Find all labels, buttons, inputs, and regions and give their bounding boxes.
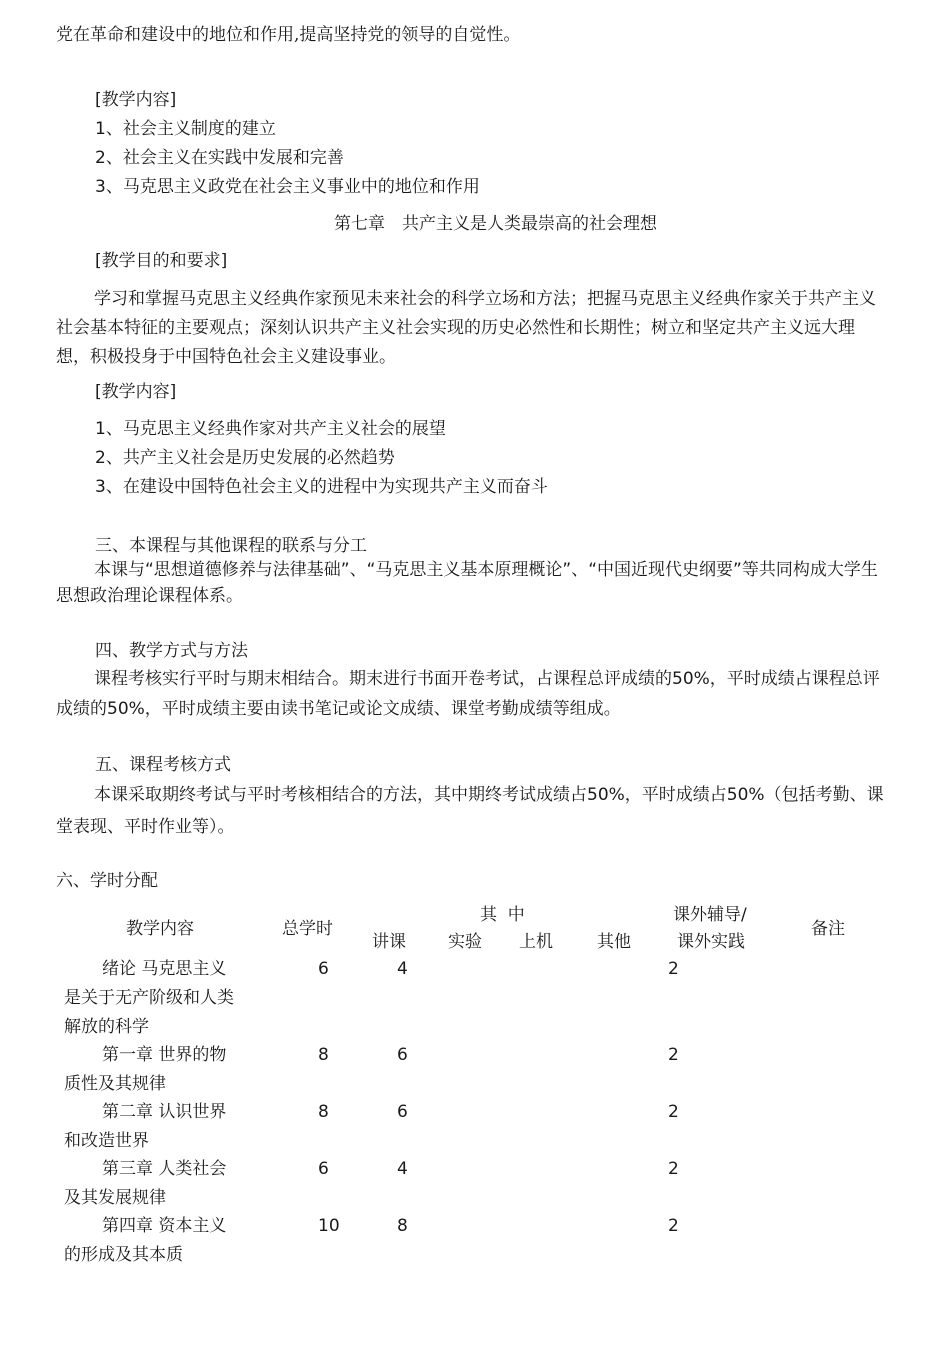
row-extra: 2	[668, 1216, 679, 1236]
section-text-body: “思想道德修养与法律基础”、“马克思主义基本原理概论”、“中国近现代史纲要”等共同构成大学生思想政治理论课程体系。	[56, 560, 878, 606]
continued-paragraph	[56, 24, 520, 46]
row-content-line: 的形成及其本质	[64, 1245, 183, 1265]
row-lecture: 8	[397, 1216, 408, 1236]
col-header-total: 总学时	[282, 919, 333, 939]
row-total: 8	[318, 1045, 329, 1065]
table-row	[64, 1041, 264, 1099]
chapter-title: 第七章 共产主义是人类最崇高的社会理想	[334, 214, 657, 234]
section-text	[56, 664, 888, 724]
row-content-line: 和改造世界	[64, 1131, 149, 1151]
row-lecture: 4	[397, 959, 408, 979]
row-total: 10	[318, 1216, 340, 1236]
section-text-body: 50%，平时成绩占课程总评成绩的50%，平时成绩主要由读书笔记或论文成绩、课堂考勤成绩等组成。	[56, 669, 880, 719]
col-header-remark: 备注	[811, 919, 845, 939]
content-item: 3、在建设中国特色社会主义的进程中为实现共产主义而奋斗	[95, 477, 548, 497]
row-lecture: 6	[397, 1045, 408, 1065]
section-heading: 六、学时分配	[56, 871, 158, 891]
teaching-content-heading: [教学内容]	[95, 90, 177, 110]
section-text	[56, 557, 888, 609]
table-row	[64, 1212, 264, 1270]
teaching-goals-text: 学习和掌握马克思主义经典作家预见未来社会的科学立场和方法；把握马克思主义经典作家关于共产主义社会基本特征的主要观点；深刻认识共产主义社会实现的历史必然性和长期性；树立和坚定共产主义远大理想，积极投身于中国特色社会主义建设事业。	[56, 289, 876, 367]
col-header-extra-2: 课外实践	[677, 932, 745, 952]
continued-text-part2: 提高坚持党的领导的自觉性。	[299, 25, 521, 45]
section-text-mid: 50%，平时成绩占50%	[587, 785, 765, 805]
row-content-line: 第一章 世界的物	[102, 1045, 227, 1065]
section-text-tail: （包括考勤、课堂表现、平时作业等）。	[56, 785, 884, 837]
content-item: 1、马克思主义经典作家对共产主义社会的展望	[95, 419, 446, 439]
row-total: 8	[318, 1102, 329, 1122]
col-header-extra: 课外辅导/	[673, 905, 747, 925]
row-content-line: 绪论 马克思主义	[102, 959, 227, 979]
teaching-content-heading: [教学内容]	[95, 382, 177, 402]
section-text-lead: 课程考核实行平时与期末相结合。期末进行书面开卷考试，占课程总评成绩的	[94, 669, 672, 689]
section-heading: 五、课程考核方式	[95, 755, 231, 775]
row-content-line: 第二章 认识世界	[102, 1102, 227, 1122]
row-extra: 2	[668, 1102, 679, 1122]
col-header-content: 教学内容	[126, 919, 194, 939]
table-row	[64, 1098, 264, 1156]
col-header-lecture: 讲课	[372, 932, 406, 952]
row-lecture: 6	[397, 1102, 408, 1122]
section-text	[56, 779, 888, 843]
row-extra: 2	[668, 959, 679, 979]
teaching-goals-heading: [教学目的和要求]	[95, 251, 228, 271]
row-content-line: 及其发展规律	[64, 1188, 166, 1208]
row-total: 6	[318, 1159, 329, 1179]
col-header-experiment: 实验	[448, 932, 482, 952]
content-item: 2、社会主义在实践中发展和完善	[95, 148, 344, 168]
content-item: 2、共产主义社会是历史发展的必然趋势	[95, 448, 395, 468]
continued-text-part1: 党在革命和建设中的地位和作用,	[56, 25, 300, 45]
row-lecture: 4	[397, 1159, 408, 1179]
col-header-other: 其他	[597, 932, 631, 952]
section-heading: 三、本课程与其他课程的联系与分工	[95, 536, 367, 556]
row-extra: 2	[668, 1159, 679, 1179]
col-header-among: 其 中	[480, 905, 525, 925]
section-text-lead: 本课与	[94, 560, 145, 580]
table-row	[64, 955, 264, 1042]
row-extra: 2	[668, 1045, 679, 1065]
row-content-line: 质性及其规律	[64, 1074, 166, 1094]
row-content-line: 解放的科学	[64, 1017, 149, 1037]
hours-table	[56, 896, 888, 1296]
row-content-line: 是关于无产阶级和人类	[64, 988, 234, 1008]
content-item: 3、马克思主义政党在社会主义事业中的地位和作用	[95, 177, 480, 197]
row-total: 6	[318, 959, 329, 979]
row-content-line: 第四章 资本主义	[102, 1216, 227, 1236]
col-header-computer: 上机	[519, 932, 553, 952]
table-row	[64, 1155, 264, 1213]
row-content-line: 第三章 人类社会	[102, 1159, 227, 1179]
section-heading: 四、教学方式与方法	[95, 641, 248, 661]
section-text-lead: 本课采取期终考试与平时考核相结合的方法，其中期终考试成绩占	[94, 785, 587, 805]
content-item: 1、社会主义制度的建立	[95, 119, 276, 139]
